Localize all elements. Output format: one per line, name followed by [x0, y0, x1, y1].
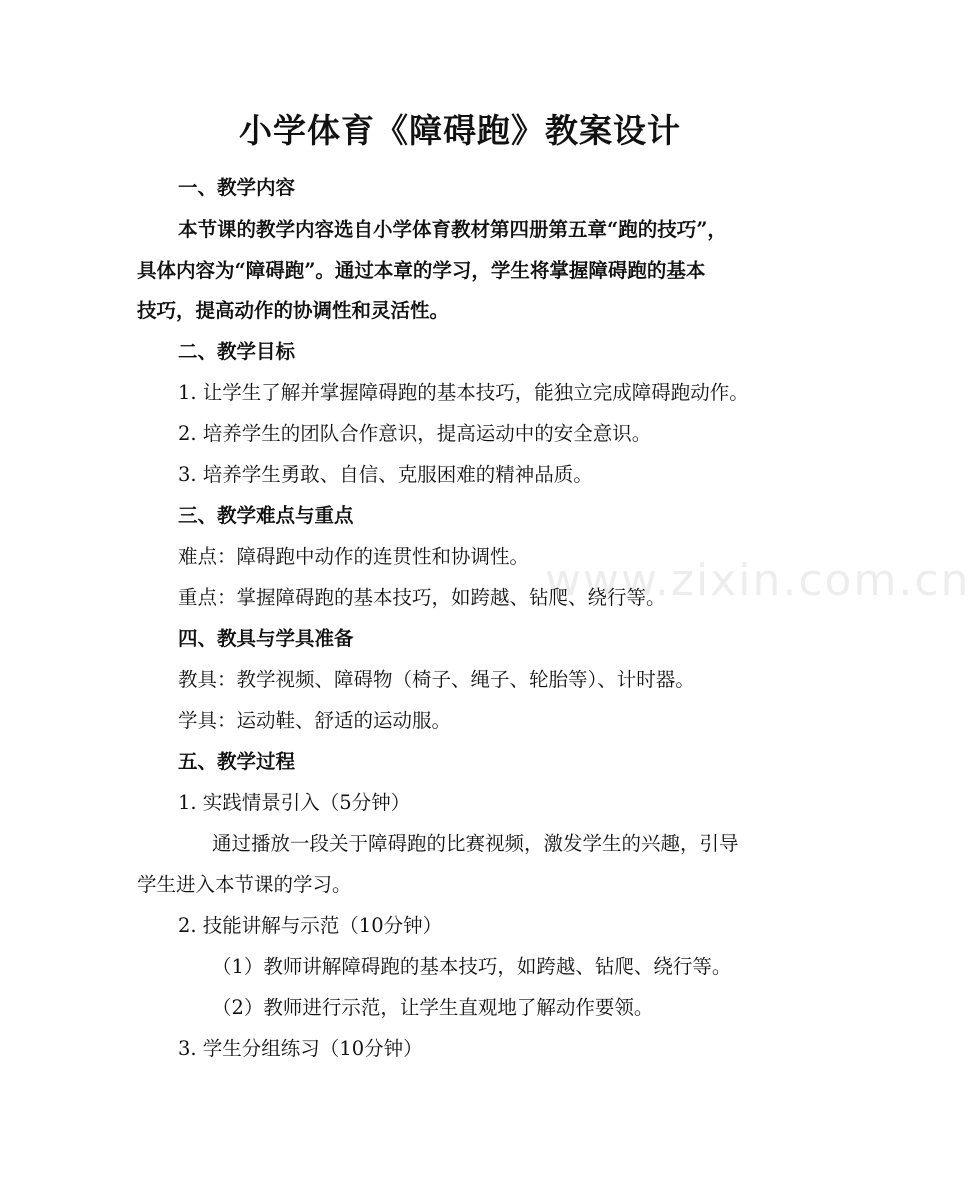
focus-text: 重点：掌握障碍跑的基本技巧，如跨越、钻爬、绕行等。	[178, 586, 666, 609]
objective-item-2: 2. 培养学生的团队合作意识，提高运动中的安全意识。	[178, 422, 652, 445]
student-tools-text: 学具：运动鞋、舒适的运动服。	[178, 709, 452, 732]
objective-item-3: 3. 培养学生勇敢、自信、克服困难的精神品质。	[178, 463, 593, 486]
objective-item-1: 1. 让学生了解并掌握障碍跑的基本技巧，能独立完成障碍跑动作。	[178, 381, 749, 404]
watermark-text: www.zixin.com.cn	[545, 555, 970, 606]
step-1-title: 1. 实践情景引入（5分钟）	[178, 791, 411, 814]
step-2-title: 2. 技能讲解与示范（10分钟）	[178, 914, 443, 937]
document-title: 小学体育《障碍跑》教案设计	[239, 111, 681, 150]
section-5-heading: 五、教学过程	[178, 750, 296, 773]
teacher-tools-text: 教具：教学视频、障碍物（椅子、绳子、轮胎等）、计时器。	[178, 668, 695, 691]
step-1-paragraph-line-2: 学生进入本节课的学习。	[137, 873, 352, 896]
section-3-heading: 三、教学难点与重点	[178, 504, 354, 527]
step-1-paragraph-line-1: 通过播放一段关于障碍跑的比赛视频，激发学生的兴趣，引导	[212, 832, 739, 855]
section-1-paragraph-line-3: 技巧，提高动作的协调性和灵活性。	[137, 299, 450, 322]
step-2-sub-item-1: （1）教师讲解障碍跑的基本技巧，如跨越、钻爬、绕行等。	[212, 955, 732, 978]
section-4-heading: 四、教具与学具准备	[178, 627, 354, 650]
section-1-paragraph-line-1: 本节课的教学内容选自小学体育教材第四册第五章“跑的技巧”，	[178, 218, 727, 241]
section-1-paragraph-line-2: 具体内容为“障碍跑”。通过本章的学习，学生将掌握障碍跑的基本	[137, 259, 706, 282]
section-2-heading: 二、教学目标	[178, 340, 296, 363]
step-2-sub-item-2: （2）教师进行示范，让学生直观地了解动作要领。	[212, 996, 654, 1019]
difficulty-text: 难点：障碍跑中动作的连贯性和协调性。	[178, 545, 530, 568]
step-3-title: 3. 学生分组练习（10分钟）	[178, 1037, 423, 1060]
section-1-heading: 一、教学内容	[178, 176, 296, 199]
